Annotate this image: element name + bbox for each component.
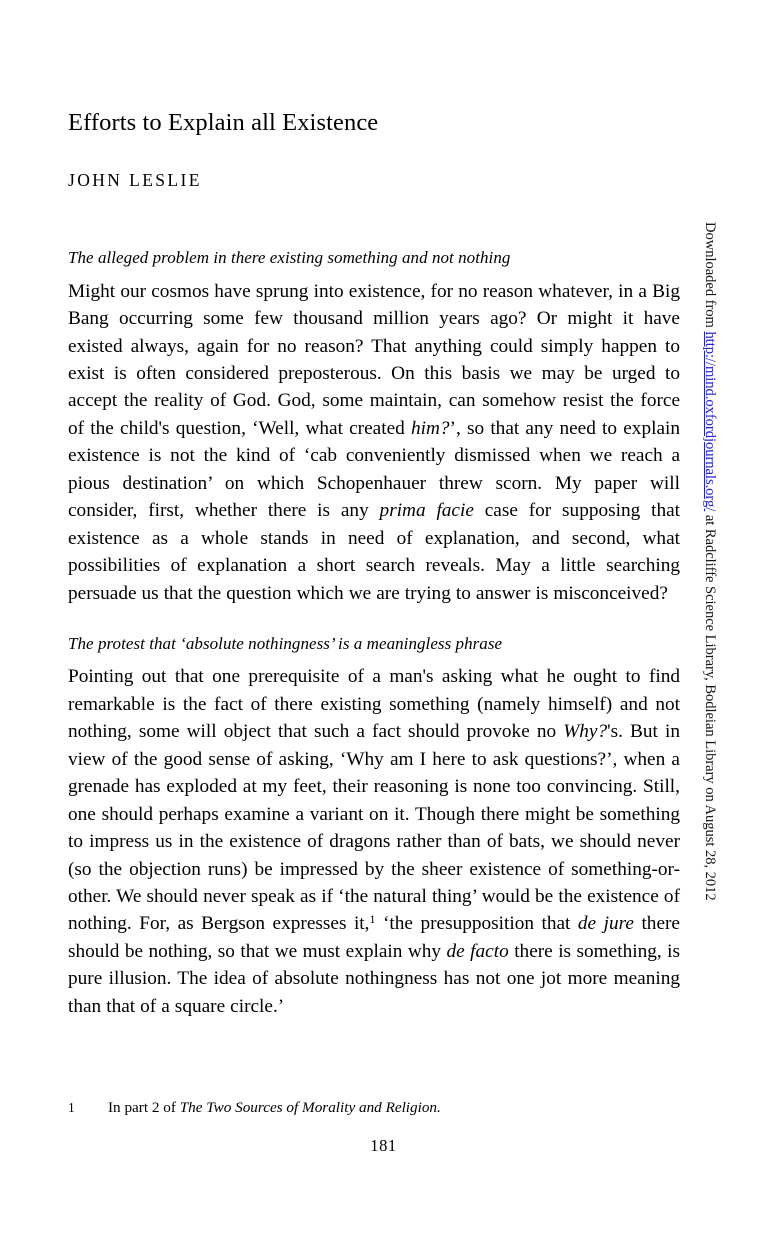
- footnote-cited-title: The Two Sources of Morality and Religion.: [179, 1099, 441, 1116]
- download-stamp: [695, 222, 725, 1042]
- download-stamp-text: [695, 222, 725, 1042]
- footnote: [68, 1098, 680, 1118]
- section-heading-2: The protest that ‘absolute nothingness’ is a meaningless phrase: [68, 634, 503, 654]
- download-stamp-suffix: at Radcliffe Science Library, Bodleian Library on August 28, 2012: [702, 511, 718, 901]
- download-stamp-prefix: Downloaded from: [702, 222, 718, 332]
- body-paragraph-2: Pointing out that one prerequisite of a man's asking what he ought to find remarkable is the fact of there existing something (namely himself) and not nothing, some will object that such a fact should provoke no Why?'s. But in view of the good sense of asking, ‘Why am I here to ask questions?’, when a grenade has exploded at my feet, their reasoning is none too convincing. Still, one should perhaps examine a variant on it. Though there might be something to impress us in the existence of dragons rather than of bats, we should never (so the objection runs) be impressed by the sheer existence of something-or-other. We should never speak as if ‘the natural thing’ would be the existence of nothing. For, as Bergson expresses it,$^1$ ‘the presupposition that de jure there should be nothing, so that we must explain why de facto there is something, is pure illusion. The idea of absolute nothingness has not one jot more meaning than that of a square circle.’: [68, 666, 680, 1017]
- section-heading-1: The alleged problem in there existing something and not nothing: [68, 248, 511, 268]
- body-paragraph-1: Might our cosmos have sprung into existence, for no reason whatever, in a Big Bang occurring some few thousand million years ago? Or might it have existed always, again for no reason? That anything could simply happen to exist is often considered preposterous. On this basis we may be urged to accept the reality of God. God, some maintain, can somehow resist the force of the child's question, ‘Well, what created him?’, so that any need to explain existence is not the kind of ‘cab conveniently dismissed when we reach a pious destination’ on which Schopenhauer threw scorn. My paper will consider, first, whether there is any prima facie case for supposing that existence as a whole stands in need of explanation, and second, what possibilities of explanation a short search reveals. May a little searching persuade us that the question which we are trying to answer is misconceived?: [68, 280, 681, 604]
- footnote-prefix: In part 2 of: [108, 1099, 180, 1116]
- download-stamp-url[interactable]: http://mind.oxfordjournals.org/: [702, 331, 718, 512]
- page-title: Efforts to Explain all Existence: [68, 109, 379, 136]
- footnote-text: [108, 1098, 680, 1118]
- author-byline: JOHN LESLIE: [68, 170, 202, 191]
- page-number: 181: [370, 1136, 397, 1155]
- footnote-marker: 1: [68, 1100, 75, 1115]
- article-content: [68, 108, 680, 1020]
